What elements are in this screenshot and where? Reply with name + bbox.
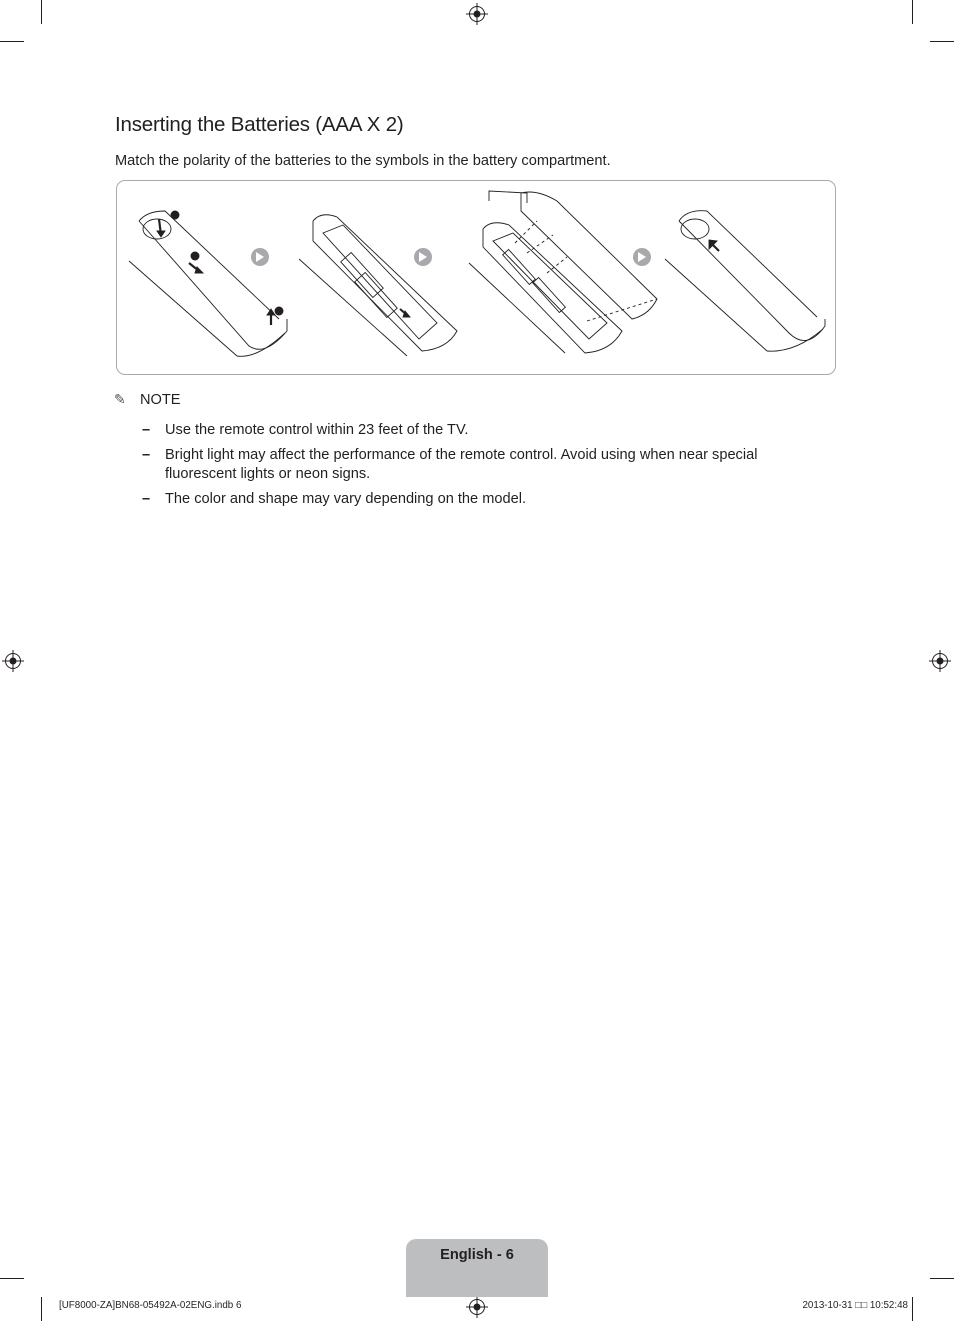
bullet-dash: – [142,491,151,507]
crop-mark [0,1278,24,1279]
slug-right: 2013-10-31 □□ 10:52:48 [802,1300,908,1311]
illustration-canvas [117,181,837,376]
slug-left: [UF8000-ZA]BN68-05492A-02ENG.indb 6 [59,1300,242,1311]
registration-mark-icon [466,3,488,25]
registration-mark-icon [466,1296,488,1318]
page-number-tab [406,1239,548,1297]
crop-mark [41,1297,42,1321]
insert-batteries-step [469,191,657,353]
arrow-right-circle-icon [251,248,269,266]
list-item: – Bright light may affect the performance of the remote control. Avoid using when near special fluorescent lights or neon signs. [142,447,758,482]
crop-mark [41,0,42,24]
crop-mark [0,41,24,42]
intro-text: Match the polarity of the batteries to the symbols in the battery compartment. [115,153,611,169]
note-header [114,391,181,408]
arrow-right-circle-icon [633,248,651,266]
crop-mark [912,1297,913,1321]
battery-illustration [116,180,836,375]
bullet-dash: – [142,447,151,463]
pencil-note-icon: ✎ [114,391,126,407]
bullet-dash: – [142,422,151,438]
crop-mark [930,41,954,42]
registration-mark-icon [929,650,951,672]
crop-mark [912,0,913,24]
page-label: English - 6 [440,1247,514,1263]
close-cover-step [665,211,825,351]
crop-mark [930,1278,954,1279]
note-label: NOTE [140,391,181,408]
note-list [142,421,822,515]
list-item: – Use the remote control within 23 feet of the TV. [142,422,469,438]
battery-compartment-step [299,215,457,356]
registration-mark-icon [2,650,24,672]
arrow-right-circle-icon [414,248,432,266]
list-item: – The color and shape may vary depending on the model. [142,491,527,507]
section-title: Inserting the Batteries (AAA X 2) [115,113,404,136]
remote-open-cover-step [129,211,287,356]
